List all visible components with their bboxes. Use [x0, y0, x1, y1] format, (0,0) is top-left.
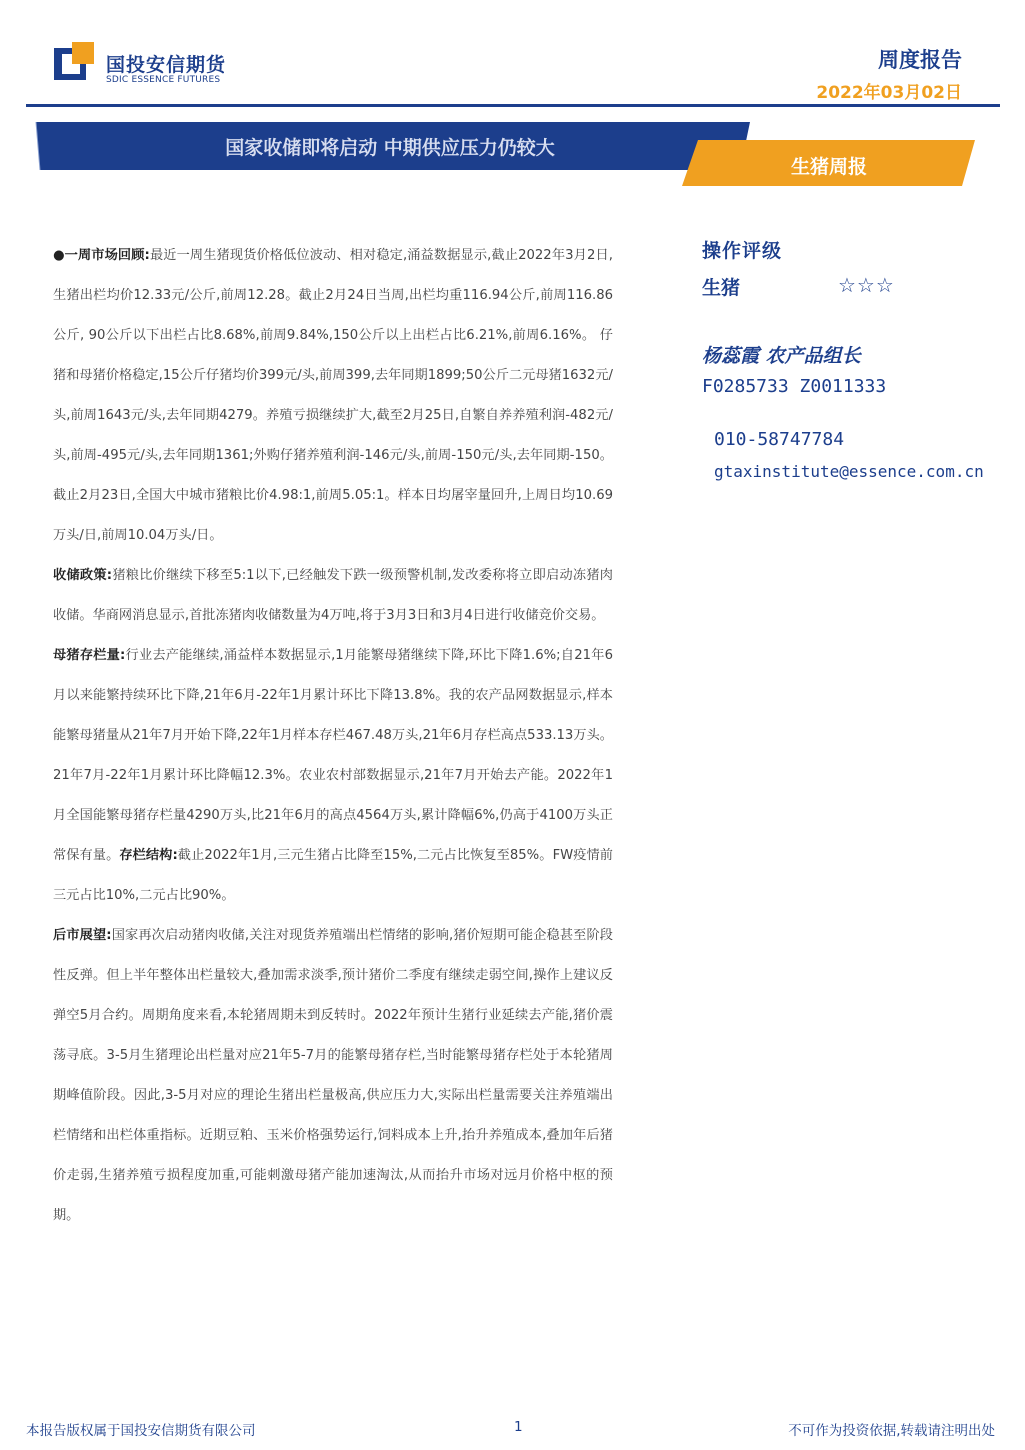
report-date: 2022年03月02日: [816, 83, 962, 103]
contact-phone: 010-58747784: [714, 429, 845, 450]
report-body: [53, 236, 613, 1236]
rating-product: 生猪: [702, 277, 741, 299]
logo-english-name: SDIC ESSENCE FUTURES: [106, 75, 221, 85]
company-logo: [54, 42, 244, 92]
contact-email[interactable]: gtaxinstitute@essence.com.cn: [714, 462, 984, 481]
reserve-policy-label: 收储政策:: [53, 568, 113, 583]
rating-row: [702, 273, 1022, 299]
market-review-label: ●一周市场回顾:: [53, 248, 150, 263]
outlook-label: 后市展望:: [53, 928, 112, 943]
outlook-text: 国家再次启动猪肉收储,关注对现货养殖端出栏情绪的影响,猪价短期可能企稳甚至阶段性反弹。但上半年整体出栏量较大,叠加需求淡季,预计猪价二季度有继续走弱空间,操作上建议反弹空5月合约。周期角度来看,本轮猪周期未到反转时。2022年预计生猪行业延续去产能,猪价震荡寻底。3-5月生猪理论出栏量对应21年5-7月的能繁母猪存栏,当时能繁母猪存栏处于本轮猪周期峰值阶段。因此,3-5月对应的理论生猪出栏量极高,供应压力大,实际出栏量需要关注养殖端出栏情绪和出栏体重指标。近期豆粕、玉米价格强势运行,饲料成本上升,抬升养殖成本,叠加年后猪价走弱,生猪养殖亏损程度加重,可能刺激母猪产能加速淘汰,从而抬升市场对远月价格中枢的预期。: [53, 928, 613, 1223]
logo-chinese-name: 国投安信期货: [106, 54, 227, 76]
analyst-certificates: F0285733 Z0011333: [702, 376, 887, 397]
logo-mark-icon: [54, 42, 98, 86]
header-divider: [26, 104, 1000, 107]
analyst-name: 杨蕊霞 农产品组长: [702, 345, 861, 367]
footer-disclaimer: 不可作为投资依据,转载请注明出处: [788, 1423, 995, 1439]
rating-heading: 操作评级: [702, 240, 783, 262]
rating-stars-icon: ☆☆☆: [838, 273, 895, 297]
sidebar: [702, 236, 1022, 481]
sow-inventory-paragraph: [53, 636, 613, 916]
sector-label: 生猪周报: [790, 156, 867, 178]
reserve-policy-text: 猪粮比价继续下移至5:1以下,已经触发下跌一级预警机制,发改委称将立即启动冻猪肉收储。华商网消息显示,首批冻猪肉收储数量为4万吨,将于3月3日和3月4日进行收储竞价交易。: [53, 568, 613, 623]
page-number: 1: [514, 1419, 523, 1435]
market-review-paragraph: [53, 236, 613, 556]
sow-inventory-text: 行业去产能继续,涌益样本数据显示,1月能繁母猪继续下降,环比下降1.6%;自21年6月以来能繁持续环比下降,21年6月-22年1月累计环比下降13.8%。我的农产品网数据显示,样本能繁母猪量从21年7月开始下降,22年1月样本存栏467.48万头,21年6月存栏高点533.13万头。21年7月-22年1月累计环比降幅12.3%。农业农村部数据显示,21年7月开始去产能。2022年1月全国能繁母猪存栏量4290万头,比21年6月的高点4564万头,累计降幅6%,仍高于4100万头正常保有量。: [53, 648, 613, 863]
outlook-paragraph: [53, 916, 613, 1236]
market-review-text: 最近一周生猪现货价格低位波动、相对稳定,涌益数据显示,截止2022年3月2日,生猪出栏均价12.33元/公斤,前周12.28。截止2月24日当周,出栏均重116.94公斤,前周116.86公斤, 90公斤以下出栏占比8.68%,前周9.84%,150公斤以上出栏占比6.21%,前周6.16%。 仔猪和母猪价格稳定,15公斤仔猪均价399元/头,前周399,去年同期1899;50公斤二元母猪1632元/头,前周1643元/头,去年同期4279。养殖亏损继续扩大,截至2月25日,自繁自养养殖利润-482元/头,前周-495元/头,去年同期1361;外购仔猪养殖利润-146元/头,前周-150元/头,去年同期-150。截止2月23日,全国大中城市猪粮比价4.98:1,前周5.05:1。样本日均屠宰量回升,上周日均10.69万头/日,前周10.04万头/日。: [53, 248, 613, 543]
footer-copyright: 本报告版权属于国投安信期货有限公司: [26, 1423, 256, 1439]
sow-inventory-label: 母猪存栏量:: [53, 648, 126, 663]
report-title: 国家收储即将启动 中期供应压力仍较大: [225, 137, 555, 159]
inventory-structure-label: 存栏结构:: [119, 848, 178, 863]
inventory-structure-text: 截止2022年1月,三元生猪占比降至15%,二元占比恢复至85%。FW疫情前三元占比10%,二元占比90%。: [53, 848, 613, 903]
report-type: 周度报告: [878, 48, 962, 72]
reserve-policy-paragraph: [53, 556, 613, 636]
